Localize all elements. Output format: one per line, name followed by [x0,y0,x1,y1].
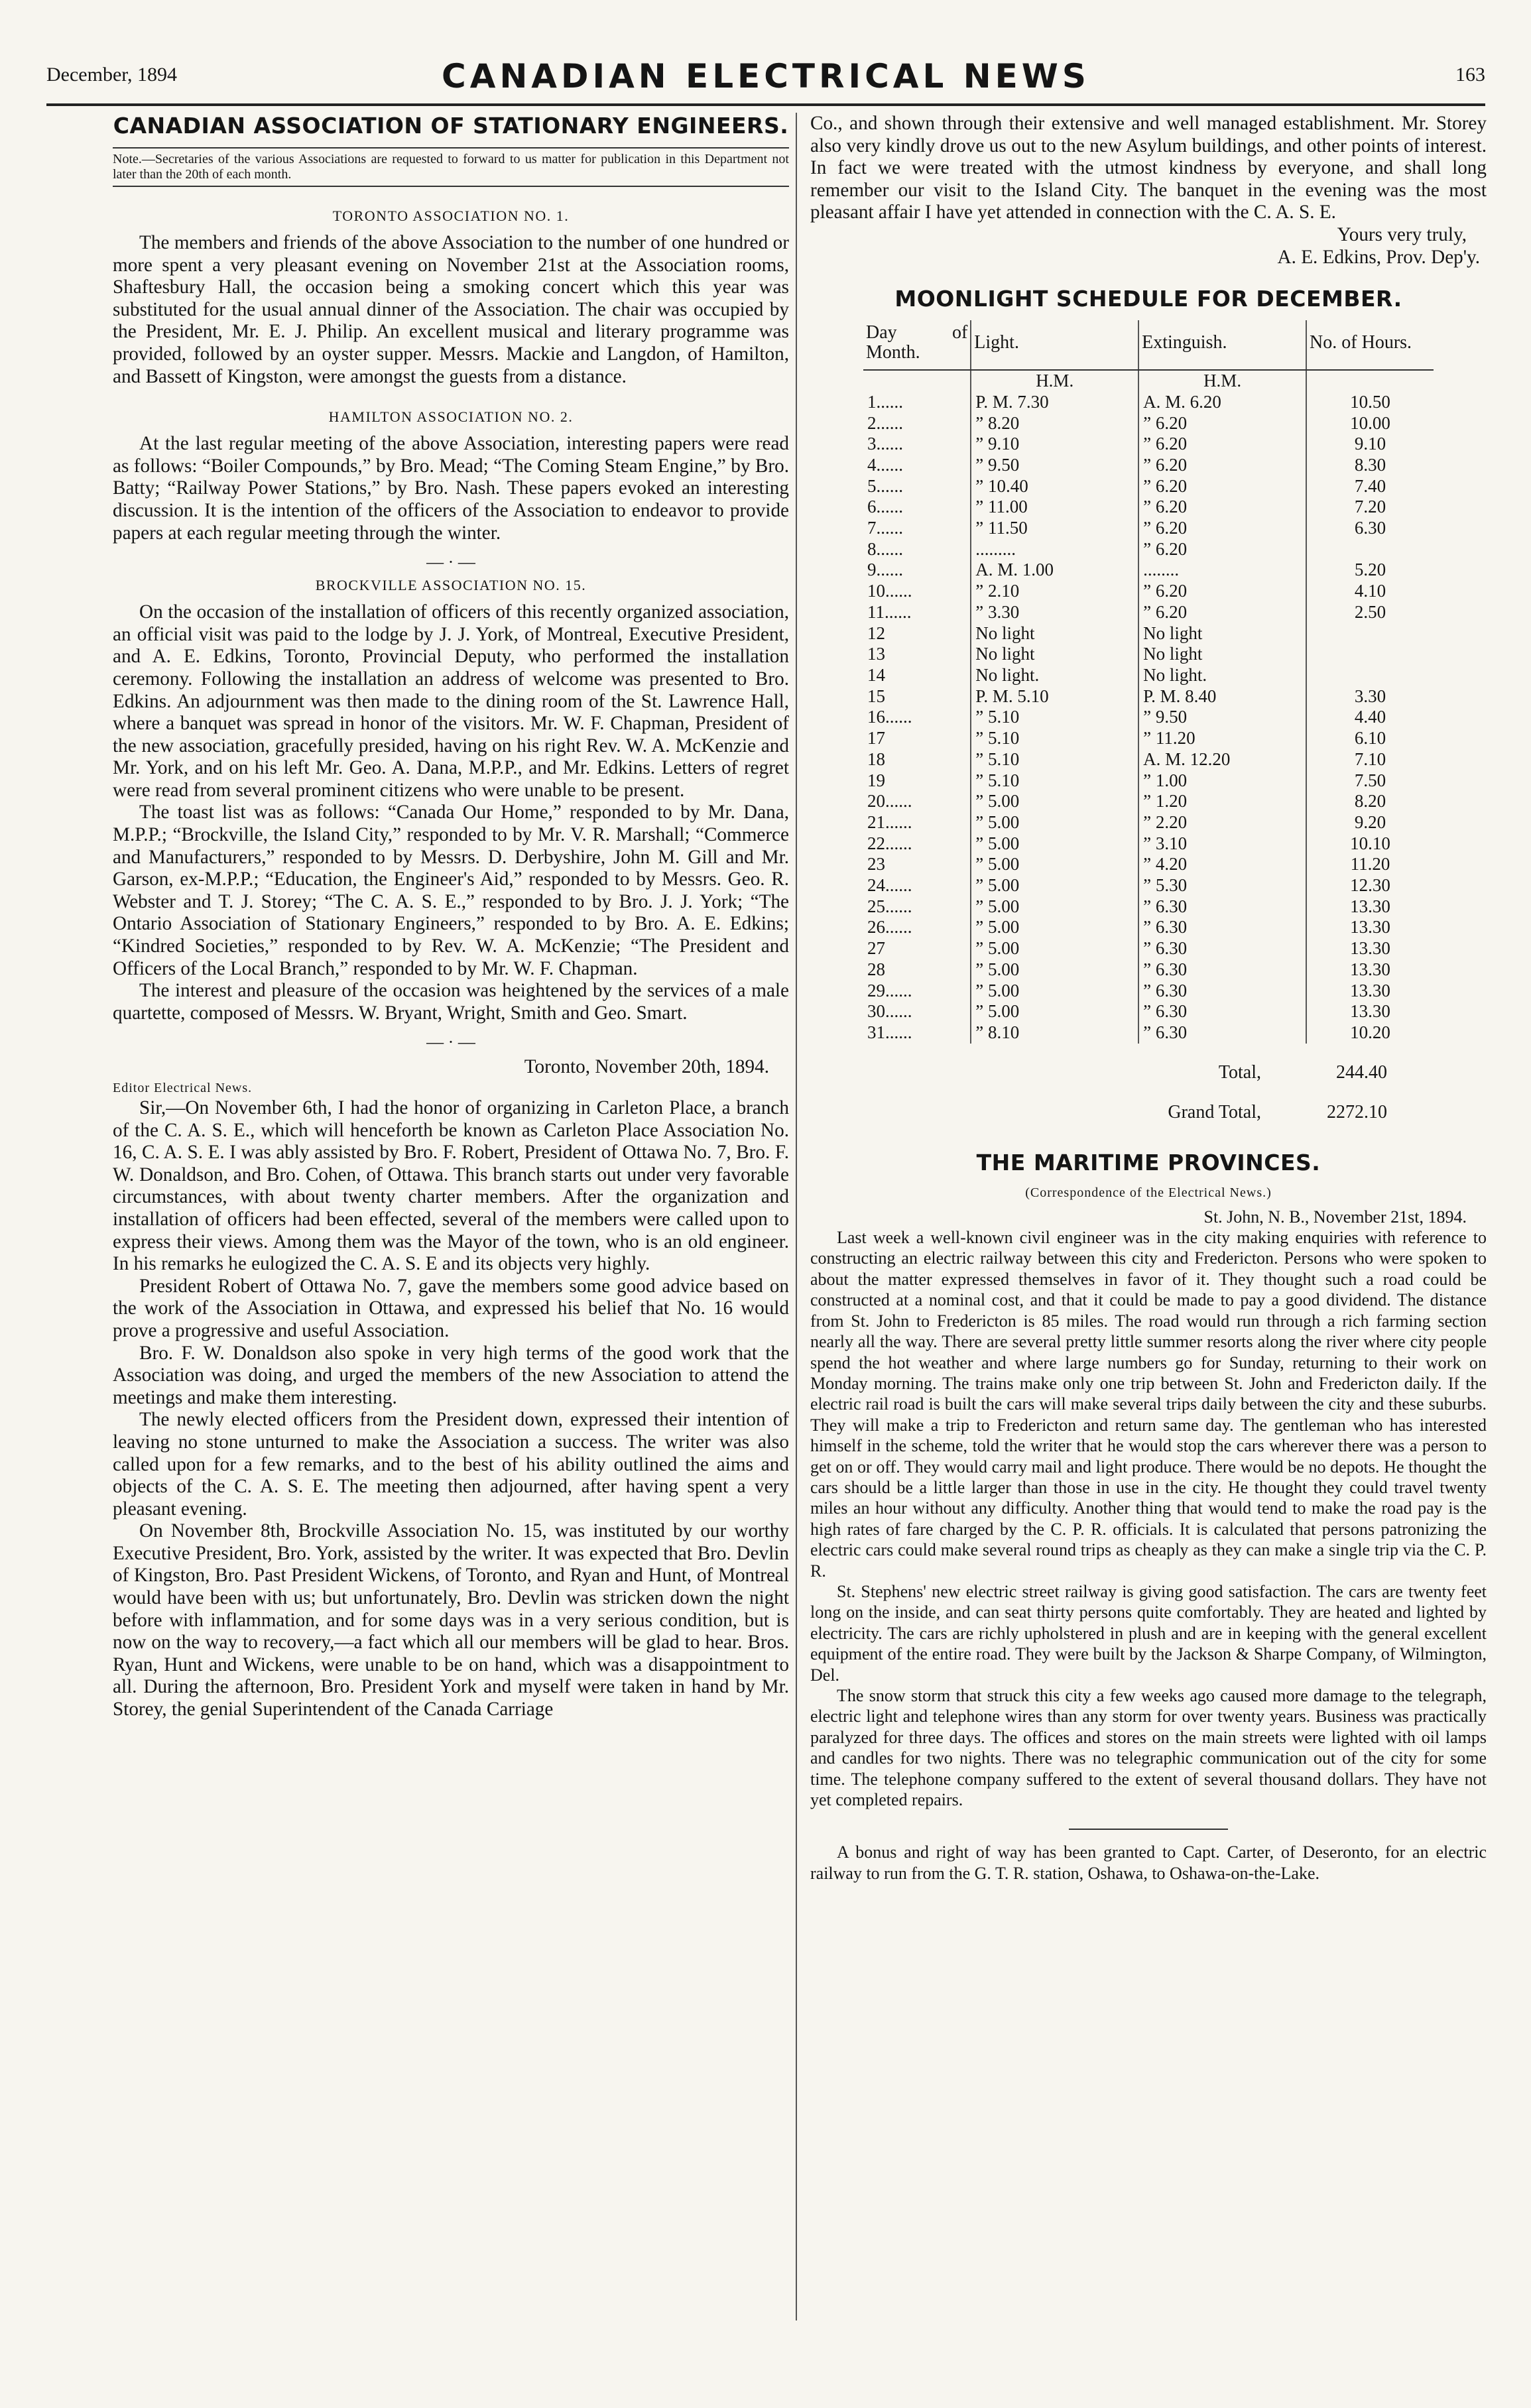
page-number: 163 [1455,64,1485,86]
table-row [863,917,1434,938]
section-heading-moonlight: MOONLIGHT SCHEDULE FOR DECEMBER. [894,286,1402,312]
table-row [863,602,1434,623]
table-cell: A. M. 6.20 [1138,392,1306,413]
table-cell: 2.50 [1354,601,1386,622]
table-cell: No light [971,623,1138,644]
page-header [46,57,1485,106]
table-cell: ......... [971,539,1138,560]
table-row [863,560,1434,581]
table-cell: 6...... [863,497,971,518]
column-header: Day of Month. [863,320,971,370]
table-cell [1306,644,1434,665]
total-label: Total, [1218,1061,1261,1083]
table-cell: 27 [863,938,971,959]
maritime-dateline: St. John, N. B., November 21st, 1894. [1203,1207,1467,1227]
grand-total-row [863,1093,1434,1132]
separator: — · — [426,552,475,572]
paragraph: Co., and shown through their extensive and well managed establishment. Mr. Storey also very kindly drove us out to the new Asylum buildings, and other points of interest. In fact we were treated with the utmost kindness by everyone, and shall long remember our visit to the Island City. The banquet in the evening was the most pleasant affair I have yet attended in connection with the C. A. S. E. [810,113,1487,223]
table-cell: ” 6.30 [1138,938,1306,959]
table-cell: 7.40 [1354,475,1386,496]
table-cell: No light [971,644,1138,665]
table-cell: ” 6.30 [1138,981,1306,1002]
table-cell: ” 5.00 [971,938,1138,959]
table-cell: 9.10 [1354,434,1386,454]
table-row [863,1022,1434,1044]
table-cell: ” 5.00 [971,833,1138,855]
table-cell: ” 1.20 [1138,791,1306,812]
table-cell: 13 [863,644,971,665]
table-cell: 24...... [863,875,971,896]
paragraph: The snow storm that struck this city a few weeks ago caused more damage to the telegraph, electric light and telephone wires than any storm for over twenty years. Business was practically paralyzed for three days. The offices and stores on the main streets were lighted with oil lamps and candles for two nights. There was no telegraphic communication out of the city for some time. The telephone company suffered to the extent of several thousand dollars. They have not yet completed repairs. [810,1686,1487,1810]
table-cell: No light [1138,644,1306,665]
table-cell: ” 5.00 [971,1001,1138,1022]
table-row [863,833,1434,855]
table-row [863,370,1434,392]
table-cell: ” 6.20 [1138,434,1306,455]
table-cell: 17 [863,728,971,749]
table-row [863,749,1434,770]
table-cell: 10...... [863,581,971,602]
table-cell: ” 2.20 [1138,812,1306,833]
table-cell: ” 6.30 [1138,1001,1306,1022]
table-cell: ” 6.30 [1138,896,1306,918]
paragraph: The interest and pleasure of the occasion was heightened by the services of a male quartette, composed of Messrs. W. Bryant, Wright, Smith and Geo. Smart. [113,980,789,1024]
table-cell: ” 3.10 [1138,833,1306,855]
section-heading-maritime: THE MARITIME PROVINCES. [976,1149,1321,1175]
letter-signature: A. E. Edkins, Prov. Dep'y. [1277,246,1480,268]
table-cell [863,370,971,392]
table-cell: ” 6.20 [1138,602,1306,623]
table-cell: ” 6.20 [1138,413,1306,434]
table-cell: 16...... [863,707,971,728]
table-row [863,854,1434,875]
table-row [863,981,1434,1002]
table-cell: 8...... [863,539,971,560]
table-cell: ” 5.00 [971,812,1138,833]
table-row [863,392,1434,413]
table-cell: ” 6.20 [1138,455,1306,476]
table-cell: 4.10 [1354,581,1386,601]
table-cell: 1...... [863,392,971,413]
grand-total-value: 2272.10 [1327,1101,1387,1122]
left-column [113,113,789,1721]
table-row [863,455,1434,476]
table-cell: 8.20 [1354,791,1386,812]
table-cell [1306,623,1434,644]
paragraph: At the last regular meeting of the above Association, interesting papers were read as follows: “Boiler Compounds,” by Bro. Mead; “The Coming Steam Engine,” by Bro. Batty; “Railway Power Stations,” by Bro. Nash. These papers evoked an interesting discussion. It is the intention of the officers of the Association to endeavor to provide papers at each regular meeting through the winter. [113,433,789,544]
table-cell: 28 [863,959,971,981]
column-header: Light. [971,320,1138,370]
table-cell: ” 6.20 [1138,581,1306,602]
table-cell: No light. [1138,665,1306,686]
paragraph: On November 8th, Brockville Association No. 15, was instituted by our worthy Executive President, Bro. York, assisted by the writer. It was expected that Bro. Devlin of Kingston, Bro. Past President Wickens, of Toronto, and Ryan and Hunt, of Montreal would have been with us; but unfortunately, Bro. Devlin was stricken down the night before with inflammation, and for some days was in a very serious condition, but is now on the way to recovery,—a fact which all our members will be glad to hear. Bros. Ryan, Hunt and Wickens, were unable to be on hand, which was a disappointment to all. During the afternoon, Bro. President York and myself were taken in hand by Mr. Storey, the genial Superintendent of the Canada Carriage [113,1520,789,1720]
table-cell: 5.20 [1354,560,1386,580]
table-cell: 13.30 [1350,1001,1390,1022]
table-cell: 6.10 [1354,728,1386,749]
table-header-row [863,320,1434,370]
paragraph: Bro. F. W. Donaldson also spoke in very high terms of the good work that the Association was doing, and urged the members of the new Association to attend the meetings and make them interesting. [113,1342,789,1408]
table-cell: 10.20 [1350,1022,1390,1042]
table-row [863,623,1434,644]
paragraph: The toast list was as follows: “Canada Our Home,” responded to by Mr. Dana, M.P.P.; “Brockville, the Island City,” responded to by Mr. V. R. Marshall; “Commerce and Manufacturers,” responded to by Messrs. D. Derbyshire, John M. Gill and Mr. Garson, ex-M.P.P.; “Education, the Engineer's Aid,” responded to by Messrs. Geo. R. Webster and T. J. Storey; “The C. A. S. E.,” responded to by Bro. J. J. York; “The Ontario Association of Stationary Engineers,” responded to by Bro. A. E. Edkins; “Kindred Societies,” responded to by Rev. W. A. McKenzie; “The President and Officers of the Local Branch,” responded to by Mr. W. F. Chapman. [113,802,789,979]
table-cell: 20...... [863,791,971,812]
table-cell: 30...... [863,1001,971,1022]
table-cell: 2...... [863,413,971,434]
table-cell: ” 5.30 [1138,875,1306,896]
table-cell: ” 11.50 [971,518,1138,539]
table-row [863,959,1434,981]
table-row [863,581,1434,602]
table-cell: P. M. 7.30 [971,392,1138,413]
table-row [863,665,1434,686]
table-cell: ” 6.30 [1138,959,1306,981]
table-cell: 9.20 [1354,812,1386,832]
right-column [810,113,1487,1884]
table-cell: H.M. [971,370,1138,392]
table-cell: ” 11.00 [971,497,1138,518]
table-cell: 10.50 [1350,391,1390,412]
divider [1069,1829,1228,1830]
table-cell: P. M. 5.10 [971,686,1138,707]
table-row [863,896,1434,918]
table-cell: 7.50 [1354,770,1386,790]
table-cell: 14 [863,665,971,686]
table-cell: ” 2.10 [971,581,1138,602]
total-value: 244.40 [1336,1061,1387,1083]
table-cell: 12.30 [1350,875,1390,896]
paragraph: President Robert of Ottawa No. 7, gave the members some good advice based on the work of the Association in Ottawa, and expressed his belief that No. 16 would prove a progressive and useful Association. [113,1275,789,1341]
table-cell: 6.30 [1354,518,1386,538]
table-cell [1306,370,1434,392]
table-cell: 7...... [863,518,971,539]
schedule-totals [863,1053,1434,1132]
table-cell: 18 [863,749,971,770]
table-row [863,875,1434,896]
subhead-toronto: TORONTO ASSOCIATION NO. 1. [332,208,570,224]
separator: — · — [426,1032,475,1052]
table-cell: 25...... [863,896,971,918]
table-cell: ” 10.40 [971,476,1138,497]
table-cell: 19 [863,770,971,792]
table-cell: ” 4.20 [1138,854,1306,875]
table-row [863,938,1434,959]
table-cell: 5...... [863,476,971,497]
table-cell: 13.30 [1350,938,1390,959]
table-cell: 13.30 [1350,959,1390,979]
letter-closing: Yours very truly, [1337,223,1467,245]
table-row [863,518,1434,539]
column-header: No. of Hours. [1306,320,1434,370]
table-cell: 15 [863,686,971,707]
table-cell: ” 11.20 [1138,728,1306,749]
table-row [863,644,1434,665]
table-cell: 22...... [863,833,971,855]
table-cell: ” 3.30 [971,602,1138,623]
table-cell: ” 5.00 [971,791,1138,812]
table-cell: 10.00 [1350,412,1390,433]
table-cell: 11.20 [1350,854,1390,874]
table-row [863,707,1434,728]
table-cell: ” 5.00 [971,959,1138,981]
table-row [863,539,1434,560]
table-cell: 9...... [863,560,971,581]
correspondence-credit: (Correspondence of the Electrical News.) [1025,1185,1272,1200]
table-cell: 10.10 [1350,833,1390,853]
subhead-hamilton: HAMILTON ASSOCIATION NO. 2. [328,408,574,426]
editorial-note: Note.—Secretaries of the various Associations are requested to forward to us matter for publication in this Department not later than the 20th of each month. [113,147,789,187]
subhead-brockville: BROCKVILLE ASSOCIATION NO. 15. [315,577,587,594]
table-row [863,686,1434,707]
table-cell: H.M. [1138,370,1306,392]
table-cell: ” 5.00 [971,917,1138,938]
table-cell: ” 6.20 [1138,539,1306,560]
table-row [863,1001,1434,1022]
table-cell: 29...... [863,981,971,1002]
table-cell: 3...... [863,434,971,455]
table-body [863,370,1434,1044]
table-cell: ” 6.20 [1138,497,1306,518]
table-row [863,434,1434,455]
table-cell: No light [1138,623,1306,644]
table-cell: ” 5.00 [971,854,1138,875]
table-cell: ” 5.10 [971,707,1138,728]
table-cell: 23 [863,854,971,875]
table-cell [1306,539,1434,560]
table-row [863,812,1434,833]
letter-addressee: Editor Electrical News. [113,1081,253,1095]
table-cell: ” 5.00 [971,896,1138,918]
table-cell: 12 [863,623,971,644]
table-cell: 11...... [863,602,971,623]
paragraph: Last week a well-known civil engineer was in the city making enquiries with reference to constructing an electric railway between this city and Fredericton. Persons who were spoken to about the matter expressed themselves in favor of it. They thought such a road could be constructed at a nominal cost, and that it could be made to pay a good dividend. The distance from St. John to Fredericton is 85 miles. The road would run through a rich farming section nearly all the way. There are several pretty little summer resorts along the river where city people spend the hot weather and where large numbers go for Sunday, returning to their work on Monday morning. The trains make only one trip between St. John and Fredericton daily. If the electric rail road is built the cars will make several trips daily between the city and these suburbs. They will make a trip to Fredericton and return same day. The gentleman who has interested himself in the scheme, told the writer that he would stop the cars wherever there was a person to get on or off. They would carry mail and light produce. There would be no depots. He thought the cars should be a little larger than those in use in the city. He thought they could travel twenty miles an hour without any difficulty. Another thing that would tend to make the road pay is the high rates of fare charged by the C. P. R. officials. It is calculated that persons patronizing the electric cars could make several round trips as cheaply as they can make a single trip via the C. P. R. [810,1228,1487,1581]
total-row [863,1053,1434,1093]
paragraph: A bonus and right of way has been granted to Capt. Carter, of Deseronto, for an electric railway to run from the G. T. R. station, Oshawa, to Oshawa-on-the-Lake. [810,1842,1487,1883]
table-row [863,791,1434,812]
table-cell: A. M. 1.00 [971,560,1138,581]
table-cell: ” 5.00 [971,875,1138,896]
table-cell: ” 5.10 [971,770,1138,792]
table-cell: 3.30 [1354,686,1386,706]
paragraph: The members and friends of the above Association to the number of one hundred or more spent a very pleasant evening on November 21st at the Association rooms, Shaftesbury Hall, the occasion being a smoking concert which this year was substituted for the usual annual dinner of the Association. The chair was occupied by the President, Mr. E. J. Philip. An excellent musical and literary programme was provided, followed by an oyster supper. Messrs. Mackie and Langdon, of Hamilton, and Bassett of Kingston, were amongst the guests from a distance. [113,232,789,387]
table-cell: 13.30 [1350,896,1390,916]
table-cell: ” 9.10 [971,434,1138,455]
table-row [863,770,1434,792]
table-cell: 21...... [863,812,971,833]
table-cell: 4.40 [1354,707,1386,727]
table-cell: ” 5.00 [971,981,1138,1002]
table-cell: 31...... [863,1022,971,1044]
table-cell: ” 5.10 [971,728,1138,749]
table-cell: 4...... [863,455,971,476]
table-row [863,497,1434,518]
paragraph: St. Stephens' new electric street railway is giving good satisfaction. The cars are twenty feet long on the inside, and can seat thirty persons quite comfortably. They are heated and lighted by electricity. The cars are richly upholstered in plush and are in keeping with the general excellent equipment of the entire road. They were built by the Jackson & Sharpe Company, of Wilmington, Del. [810,1581,1487,1685]
table-cell: ” 8.10 [971,1022,1138,1044]
table-cell: P. M. 8.40 [1138,686,1306,707]
table-row [863,413,1434,434]
table-cell: 8.30 [1354,454,1386,475]
paragraph: Sir,—On November 6th, I had the honor of organizing in Carleton Place, a branch of the C. A. S. E., which will henceforth be known as Carleton Place Association No. 16, C. A. S. E. I was ably assisted by Bro. F. Robert, President of Ottawa No. 7, Bro. F. W. Donaldson, and Bro. Cohen, of Ottawa. This branch starts out under very favorable circumstances, with about twenty charter members. After the organization and installation of officers had been effected, several of the members were called upon to express their views. Among them was the Mayor of the town, who is an old engineer. In his remarks he eulogized the C. A. S. E and its objects very highly. [113,1097,789,1275]
table-cell: A. M. 12.20 [1138,749,1306,770]
table-cell: 7.10 [1354,749,1386,769]
table-cell: No light. [971,665,1138,686]
header-date: December, 1894 [46,64,178,86]
column-header: Extinguish. [1138,320,1306,370]
table-row [863,728,1434,749]
table-cell: ” 6.30 [1138,1022,1306,1044]
table-cell: ” 6.20 [1138,476,1306,497]
section-heading-case: CANADIAN ASSOCIATION OF STATIONARY ENGINEERS. [113,113,789,139]
paragraph: On the occasion of the installation of officers of this recently organized association, an official visit was paid to the lodge by J. J. York, of Montreal, Executive President, and A. E. Edkins, Toronto, Provincial Deputy, who performed the installation ceremony. Following the installation an address of welcome was presented to Bro. Edkins. An adjournment was then made to the dining room of the St. Lawrence Hall, where a banquet was spread in honor of the visitors. Mr. W. F. Chapman, President of the new association, gracefully presided, having on his right Rev. W. A. McKenzie and Mr. York, and on his left Mr. Geo. A. Dana, M.P.P., and Mr. Edkins. Letters of regret were read from several prominent citizens who were unable to be present. [113,601,789,801]
table-cell: ” 8.20 [971,413,1138,434]
table-row [863,476,1434,497]
paragraph: The newly elected officers from the President down, expressed their intention of leaving no stone unturned to make the Association a success. The writer was also called upon for a few remarks, and to the best of his ability outlined the aims and objects of the C. A. S. E. The meeting then adjourned, after having spent a very pleasant evening. [113,1409,789,1520]
column-divider [796,113,797,2320]
moonlight-schedule-table [863,320,1434,1044]
table-cell: ” 9.50 [1138,707,1306,728]
masthead-title: CANADIAN ELECTRICAL NEWS [442,57,1090,95]
table-cell: ” 6.20 [1138,518,1306,539]
letter-dateline: Toronto, November 20th, 1894. [524,1056,769,1078]
table-cell: ” 5.10 [971,749,1138,770]
table-cell: ” 9.50 [971,455,1138,476]
table-cell: ” 6.30 [1138,917,1306,938]
grand-total-label: Grand Total, [1168,1101,1261,1122]
table-cell: 26...... [863,917,971,938]
table-cell: ” 1.00 [1138,770,1306,792]
table-cell: 13.30 [1350,980,1390,1000]
table-cell: 13.30 [1350,917,1390,937]
table-cell [1306,665,1434,686]
table-cell: ........ [1138,560,1306,581]
table-cell: 7.20 [1354,497,1386,517]
